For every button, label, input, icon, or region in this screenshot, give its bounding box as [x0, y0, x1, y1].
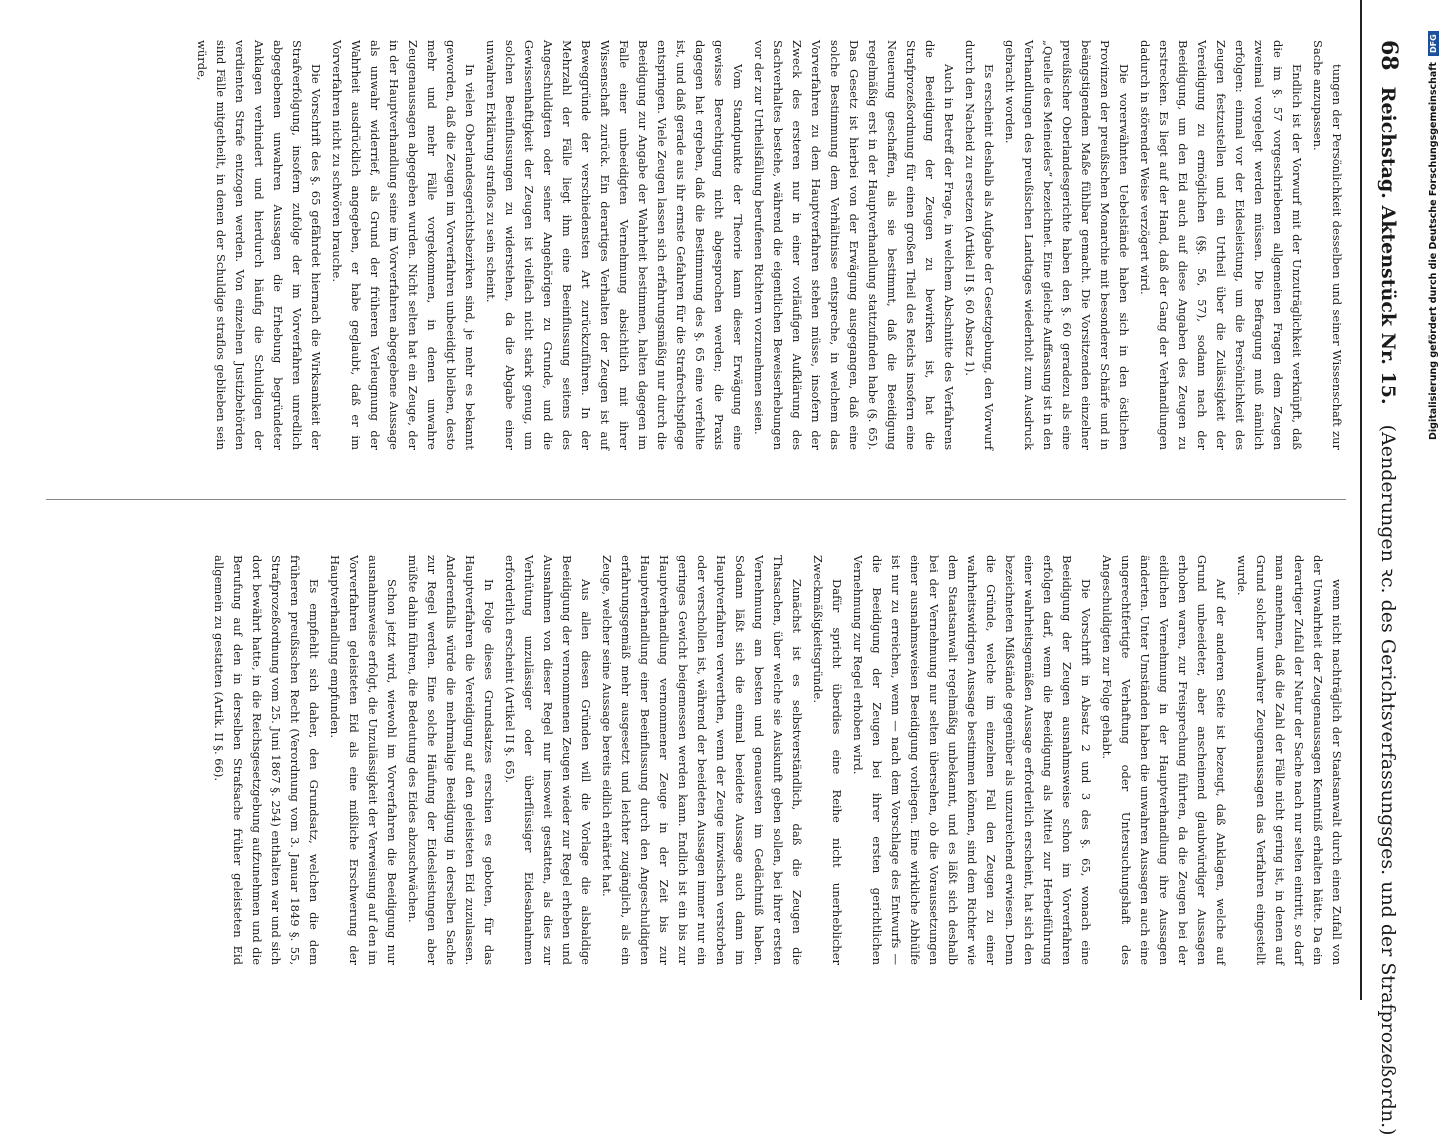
paragraph: wenn nicht nachträglich der Staatsanwalt durch einen Zufall von der Unwahrheit der Zeugenaussagen Kenntniß erhalten hätte. Da ein derartiger Zufall der Natur der Sache nach nur selten eintritt, so darf man annehmen, daß die Zahl der Fälle nicht gering ist, in denen auf Grund solcher unwahrer Zeugenaussagen das Verfahren eingestellt wurde. [1235, 555, 1344, 965]
header-right-title: (Aenderungen ꝛc. des Gerichtsverfassungsges. und der Strafprozeßordn.) [1377, 424, 1399, 1136]
paragraph: Aus allen diesen Gründen will die Vorlage die alsbaldige Beeidigung der vernommenen Zeugen wieder zur Regel erheben und Ausnahmen von dieser Regel nur insoweit gestatten, als dies zur Verhütung unzulässiger oder überflüssiger Eidesabnahmen erforderlich erscheint (Artikel II §. 65). [503, 555, 593, 965]
paragraph: Zunächst ist es selbstverständlich, daß die Zeugen die Thatsachen, über welche sie Auskunft geben sollen, bei ihrer ersten Vernehmung am besten und genauesten im Gedächtniß haben. Sodann läßt sich die einmal beeidete Aussage auch dann im Hauptverfahren verwerthen, wenn der Zeuge inzwischen verstorben oder verschollen ist, während der beeideten Aussagen immer nur ein geringes Gewicht beigemessen werden kann. Endlich ist ein bis zur Hauptverhandlung vernommener Zeuge in der Zeit bis zur Hauptverhandlung einer Beeinflussung durch den Angeschuldigten erfahrungsgemäß mehr ausgesetzt und leichter zugänglich, als ein Zeuge, welcher seine Aussage bereits eidlich erhärtet hat. [600, 555, 804, 965]
paragraph: tungen der Persönlichkeit desselben und seiner Wissenschaft zur Sache anzupassen. [1311, 40, 1344, 450]
paragraph: In vielen Oberlandesgerichtsbezirken sind, je mehr es bekannt geworden, daß die Zeugen im Vorverfahren unbeeidigt bleiben, desto mehr und mehr Fälle vorgekommen, in denen unwahre Zeugenaussagen abgegeben wurden. Nicht selten hat ein Zeuge, der in der Hauptverhandlung seine im Vorverfahren abgegebene Aussage als unwahr widerrief, als Grund der früheren Verleugnung der Wahrheit ausdrücklich angegeben, er habe geglaubt, daß er im Vorverfahren nicht zu schwören brauche. [330, 40, 477, 450]
paragraph: Auch in Betreff der Frage, in welchem Abschnitte des Verfahrens die Beeidigung der Zeugen zu bewirken ist, hat die Strafprozeßordnung für einen großen Theil des Reichs insofern eine Neuerung geschaffen, als sie bestimmt, daß die Beeidigung regelmäßig erst in der Hauptverhandlung stattzufinden habe (§. 65). Das Gesetz ist hierbei von der Erwägung ausgegangen, daß eine solche Bestimmung dem Verhältnisse entspreche, in welchem das Vorverfahren zu dem Hauptverfahren stehen müsse, insofern der Zweck des ersteren nur in einer vorläufigen Aufklärung des Sachverhaltes bestehe, während die eigentlichen Beweiserhebungen vor der zur Urtheilsfällung berufenen Richtern vorzunehmen seien. [752, 40, 956, 450]
column-divider [46, 499, 1346, 500]
paragraph: Endlich ist der Vorwurf mit der Unzuträglichkeit verknüpft, daß die im §. 57 vorgeschriebenen allgemeinen Fragen dem Zeugen zweimal vorgelegt werden müssen. Die Befragung muß nämlich erfolgen: einmal vor der Eidesleistung, um die Persönlichkeit des Zeugen festzustellen und ein Urtheil über die Zulässigkeit der Vereidigung zu ermöglichen (§§. 56, 57), sodann nach der Beeidigung, um den Eid auch auf diese Angaben des Zeugen zu erstrecken. Es liegt auf der Hand, daß der Gang der Verhandlungen dadurch in störender Weise verzögert wird. [1138, 40, 1304, 450]
digitization-credit [1408, 0, 1439, 1000]
paragraph: Die vorerwähnten Uebelstände haben sich in den östlichen Provinzen der preußischen Monarchie mit besonderer Schärfe und in beängstigendem Maße fühlbar gemacht. Die Vorsitzenden einzelner preußischer Oberlandesgerichte haben den §. 60 geradezu als eine „Quelle des Meineides“ bezeichnet. Eine gleiche Auffassung ist in den Verhandlungen des preußischen Landtages wiederholt zum Ausdruck gebracht worden. [1003, 40, 1131, 450]
paragraph: Es erscheint deshalb als Aufgabe der Gesetzgebung, den Vorwurf durch den Nacheid zu ersetzen (Artikel II §. 60 Absatz 1). [963, 40, 996, 450]
paragraph: Die Vorschrift in Absatz 2 und 3 des §. 65, wonach eine Beeidigung der Zeugen ausnahmsweise schon im Vorverfahren erfolgen darf, wenn die Beeidigung als Mittel zur Herbeiführung einer wahrheitsgemäßen Aussage erforderlich erscheint, hat sich den bezeichneten Mißstände gegenüber als unzureichend erwiesen. Denn die Gründe, welche im einzelnen Fall den Zeugen zu einer wahrheitswidrigen Aussage bestimmen können, sind dem Richter wie dem Staatsanwalt regelmäßig unbekannt, und es läßt sich deshalb bei der Vernehmung nur selten übersehen, ob die Voraussetzungen einer ausnahmsweisen Beeidigung vorliegen. Eine wirkliche Abhülfe ist nur zu erreichen, wenn — nach dem Vorschlage des Entwurfs — die Beeidigung der Zeugen bei ihrer ersten gerichtlichen Vernehmung zur Regel erhoben wird. [851, 555, 1093, 965]
dfg-badge: DFG [1428, 31, 1439, 56]
page-number: 68 [1376, 40, 1402, 71]
paragraph: Es empfiehlt sich daher, den Grundsatz, welchen die dem früheren preußischen Recht (Verordnung vom 3. Januar 1849 §. 55, Strafprozeßordnung vom 25. Juni 1867 §. 254) enthalten war und sich dort bewährt hatte, in die Reichsgesetzgebung aufzunehmen und die Berufung auf den in derselben Strafsache früher geleisteten Eid allgemein zu gestatten (Artik. II §. 66). [212, 555, 321, 965]
credit-text-wrapper [1428, 0, 1439, 1000]
paragraph: In Folge dieses Grundsatzes erschien es geboten, für das Hauptverfahren die Vereidigung auf den geleisteten Eid zuzulassen. Anderenfalls würde die mehrmalige Beeidigung in derselben Sache zur Regel werden. Eine solche Häufung der Eidesleistungen aber müßte dahin führen, die Bedeutung des Eides abzuschwächen. [406, 555, 496, 965]
right-column [46, 555, 1346, 965]
credit-text: Digitalisierung gefördert durch die Deutsche Forschungsgemeinschaft [1428, 62, 1439, 440]
header-left-title: Reichstag. Aktenstück Nr. 15. [1377, 86, 1399, 405]
paragraph: Dafür spricht überdies eine Reihe nicht unerheblicher Zweckmäßigkeitsgründe. [811, 555, 844, 965]
paragraph: Schon jetzt wird, wiewohl im Vorverfahren die Beeidigung nur ausnahmsweise erfolgt, die Unzulässigkeit der Verweisung auf den im Vorverfahren geleisteten Eid als eine mißliche Erschwerung der Hauptverhandlung empfunden. [328, 555, 399, 965]
paragraph: Vom Standpunkte der Theorie kann dieser Erwägung eine gewisse Berechtigung nicht abgesprochen werden; die Praxis dagegen hat ergeben, daß die Bestimmung des §. 65 eine verfehlte ist, und daß gerade aus ihr ernste Gefahren für die Strafrechtspflege entspringen. Viele Zeugen lassen sich erfahrungsmäßig nur durch die Beeidigung zur Angabe der Wahrheit bestimmen, halten dagegen im Falle einer unbeeidigten Vernehmung absichtlich mit ihrer Wissenschaft zurück. Ein derartiges Verhalten der Zeugen ist auf Beweggründe der verschiedensten Art zurückzuführen. In der Mehrzahl der Fälle liegt ihm eine Beeinflussung seitens des Angeschuldigten oder seiner Angehörigen zu Grunde, und die Gewissenhaftigkeit der Zeugen ist vielfach nicht stark genug, um solchen Beeinflussungen zu widerstehen, da die Abgabe einer unwahren Erklärung straflos zu sein scheint. [484, 40, 745, 450]
left-column [46, 40, 1346, 450]
paragraph: Auf der anderen Seite ist bezeugt, daß Anklagen, welche auf Grund unbeeideter, aber anscheinend glaubwürdiger Aussagen erhoben waren, zur Freisprechung führten, da die Zeugen bei der eidlichen Vernehmung in der Hauptverhandlung ihre Aussagen änderten. Unter Umständen haben die unwahren Aussagen auch eine ungerechtfertigte Verhaftung oder Untersuchungshaft des Angeschuldigten zur Folge gehabt. [1100, 555, 1228, 965]
paragraph: Die Vorschrift des §. 65 gefährdet hiernach die Wirksamkeit der Strafverfolgung, insofern zufolge der im Vorverfahren unredlich abgegebenen unwahren Aussagen die Erhebung begründeter Anklagen verhindert und hierdurch häufig die Schuldigen der verdienten Strafe entzogen werden. Von einzelnen Justizbehörden sind Fälle mitgetheilt, in denen der Schuldige straflos geblieben sein würde, [195, 40, 323, 450]
